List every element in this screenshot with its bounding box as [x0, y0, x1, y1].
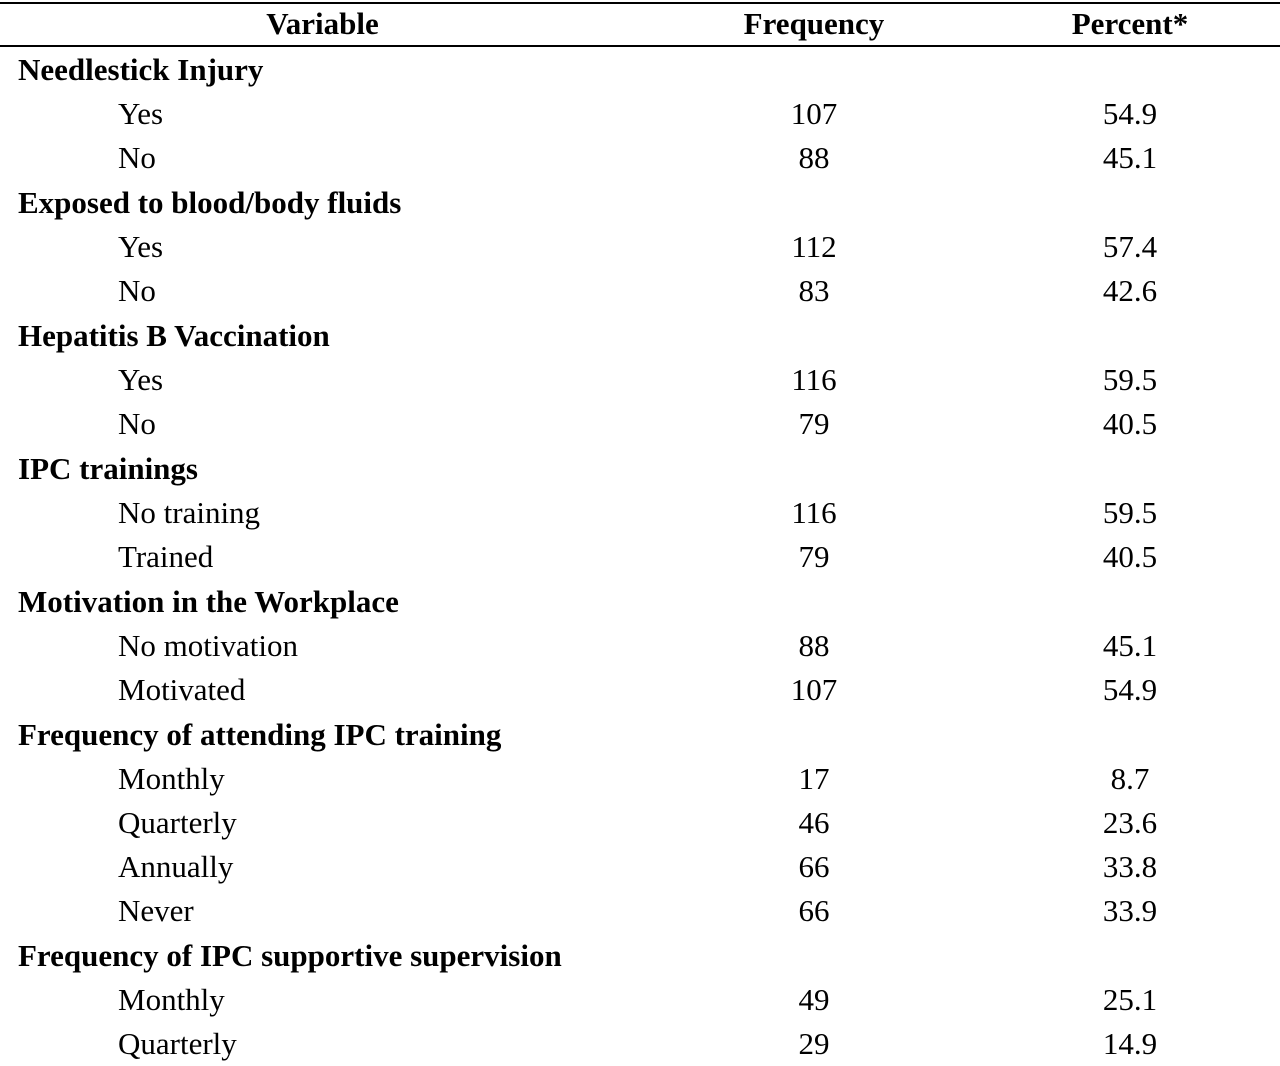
row-frequency: 49 — [798, 982, 830, 1017]
row-label: Yes — [118, 229, 164, 264]
row-percent: 8.7 — [1110, 761, 1150, 796]
table-row — [0, 801, 1280, 845]
row-label: Yes — [118, 96, 164, 131]
table-row — [0, 535, 1280, 579]
row-percent: 45.1 — [1102, 628, 1158, 663]
row-label: Motivated — [118, 672, 246, 707]
row-percent: 45.1 — [1102, 140, 1158, 175]
row-label: No motivation — [118, 628, 298, 663]
group-row — [0, 580, 1280, 624]
table-row — [0, 845, 1280, 889]
row-frequency: 46 — [798, 805, 830, 840]
row-label: No — [118, 140, 156, 175]
header-frequency: Frequency — [743, 6, 885, 41]
group-label: Frequency of IPC supportive supervision — [18, 938, 562, 973]
row-frequency: 88 — [798, 628, 830, 663]
table-row — [0, 1022, 1280, 1066]
row-frequency: 112 — [791, 229, 837, 264]
group-row — [0, 181, 1280, 225]
row-percent: 42.6 — [1102, 273, 1158, 308]
row-frequency: 79 — [798, 539, 830, 574]
group-label: Frequency of attending IPC training — [18, 717, 502, 752]
table-row — [0, 358, 1280, 402]
group-row — [0, 934, 1280, 978]
header-variable: Variable — [266, 6, 379, 41]
row-label: No — [118, 406, 156, 441]
table-row — [0, 225, 1280, 269]
group-label: Hepatitis B Vaccination — [18, 318, 330, 353]
group-label: Exposed to blood/body fluids — [18, 185, 402, 220]
row-label: Never — [118, 893, 194, 928]
row-frequency: 88 — [798, 140, 830, 175]
table-row — [0, 978, 1280, 1022]
row-label: Yes — [118, 362, 164, 397]
row-label: Annually — [118, 849, 234, 884]
row-percent: 33.8 — [1102, 849, 1158, 884]
row-label: No training — [118, 495, 261, 530]
row-percent: 54.9 — [1102, 672, 1158, 707]
table-row — [0, 757, 1280, 801]
row-percent: 23.6 — [1102, 805, 1158, 840]
row-percent: 59.5 — [1102, 362, 1158, 397]
table-row — [0, 269, 1280, 313]
table-row — [0, 491, 1280, 535]
row-percent: 57.4 — [1102, 229, 1158, 264]
row-label: Monthly — [118, 982, 225, 1017]
row-percent: 59.5 — [1102, 495, 1158, 530]
row-frequency: 79 — [798, 406, 830, 441]
row-frequency: 66 — [798, 849, 830, 884]
row-percent: 40.5 — [1102, 406, 1158, 441]
table-header-row — [0, 2, 1280, 46]
group-row — [0, 713, 1280, 757]
header-percent: Percent* — [1071, 6, 1189, 41]
row-frequency: 83 — [798, 273, 830, 308]
group-row — [0, 314, 1280, 358]
row-frequency: 107 — [790, 96, 838, 131]
row-frequency: 107 — [790, 672, 838, 707]
row-percent: 40.5 — [1102, 539, 1158, 574]
table-row — [0, 889, 1280, 933]
row-frequency: 66 — [798, 893, 830, 928]
group-row — [0, 447, 1280, 491]
row-frequency: 17 — [798, 761, 830, 796]
row-label: Quarterly — [118, 1026, 237, 1061]
row-label: Monthly — [118, 761, 225, 796]
row-frequency: 116 — [791, 362, 837, 397]
row-percent: 54.9 — [1102, 96, 1158, 131]
table-row — [0, 402, 1280, 446]
group-label: Motivation in the Workplace — [18, 584, 399, 619]
table-row — [0, 92, 1280, 136]
row-label: Quarterly — [118, 805, 237, 840]
header-rule — [0, 45, 1280, 47]
table-row — [0, 624, 1280, 668]
row-label: Trained — [118, 539, 214, 574]
row-percent: 33.9 — [1102, 893, 1158, 928]
row-percent: 25.1 — [1102, 982, 1158, 1017]
row-frequency: 116 — [791, 495, 837, 530]
row-frequency: 29 — [798, 1026, 830, 1061]
group-row — [0, 48, 1280, 92]
table-row — [0, 668, 1280, 712]
group-label: Needlestick Injury — [18, 52, 264, 87]
row-percent: 14.9 — [1102, 1026, 1158, 1061]
group-label: IPC trainings — [18, 451, 198, 486]
row-label: No — [118, 273, 156, 308]
table-row — [0, 136, 1280, 180]
